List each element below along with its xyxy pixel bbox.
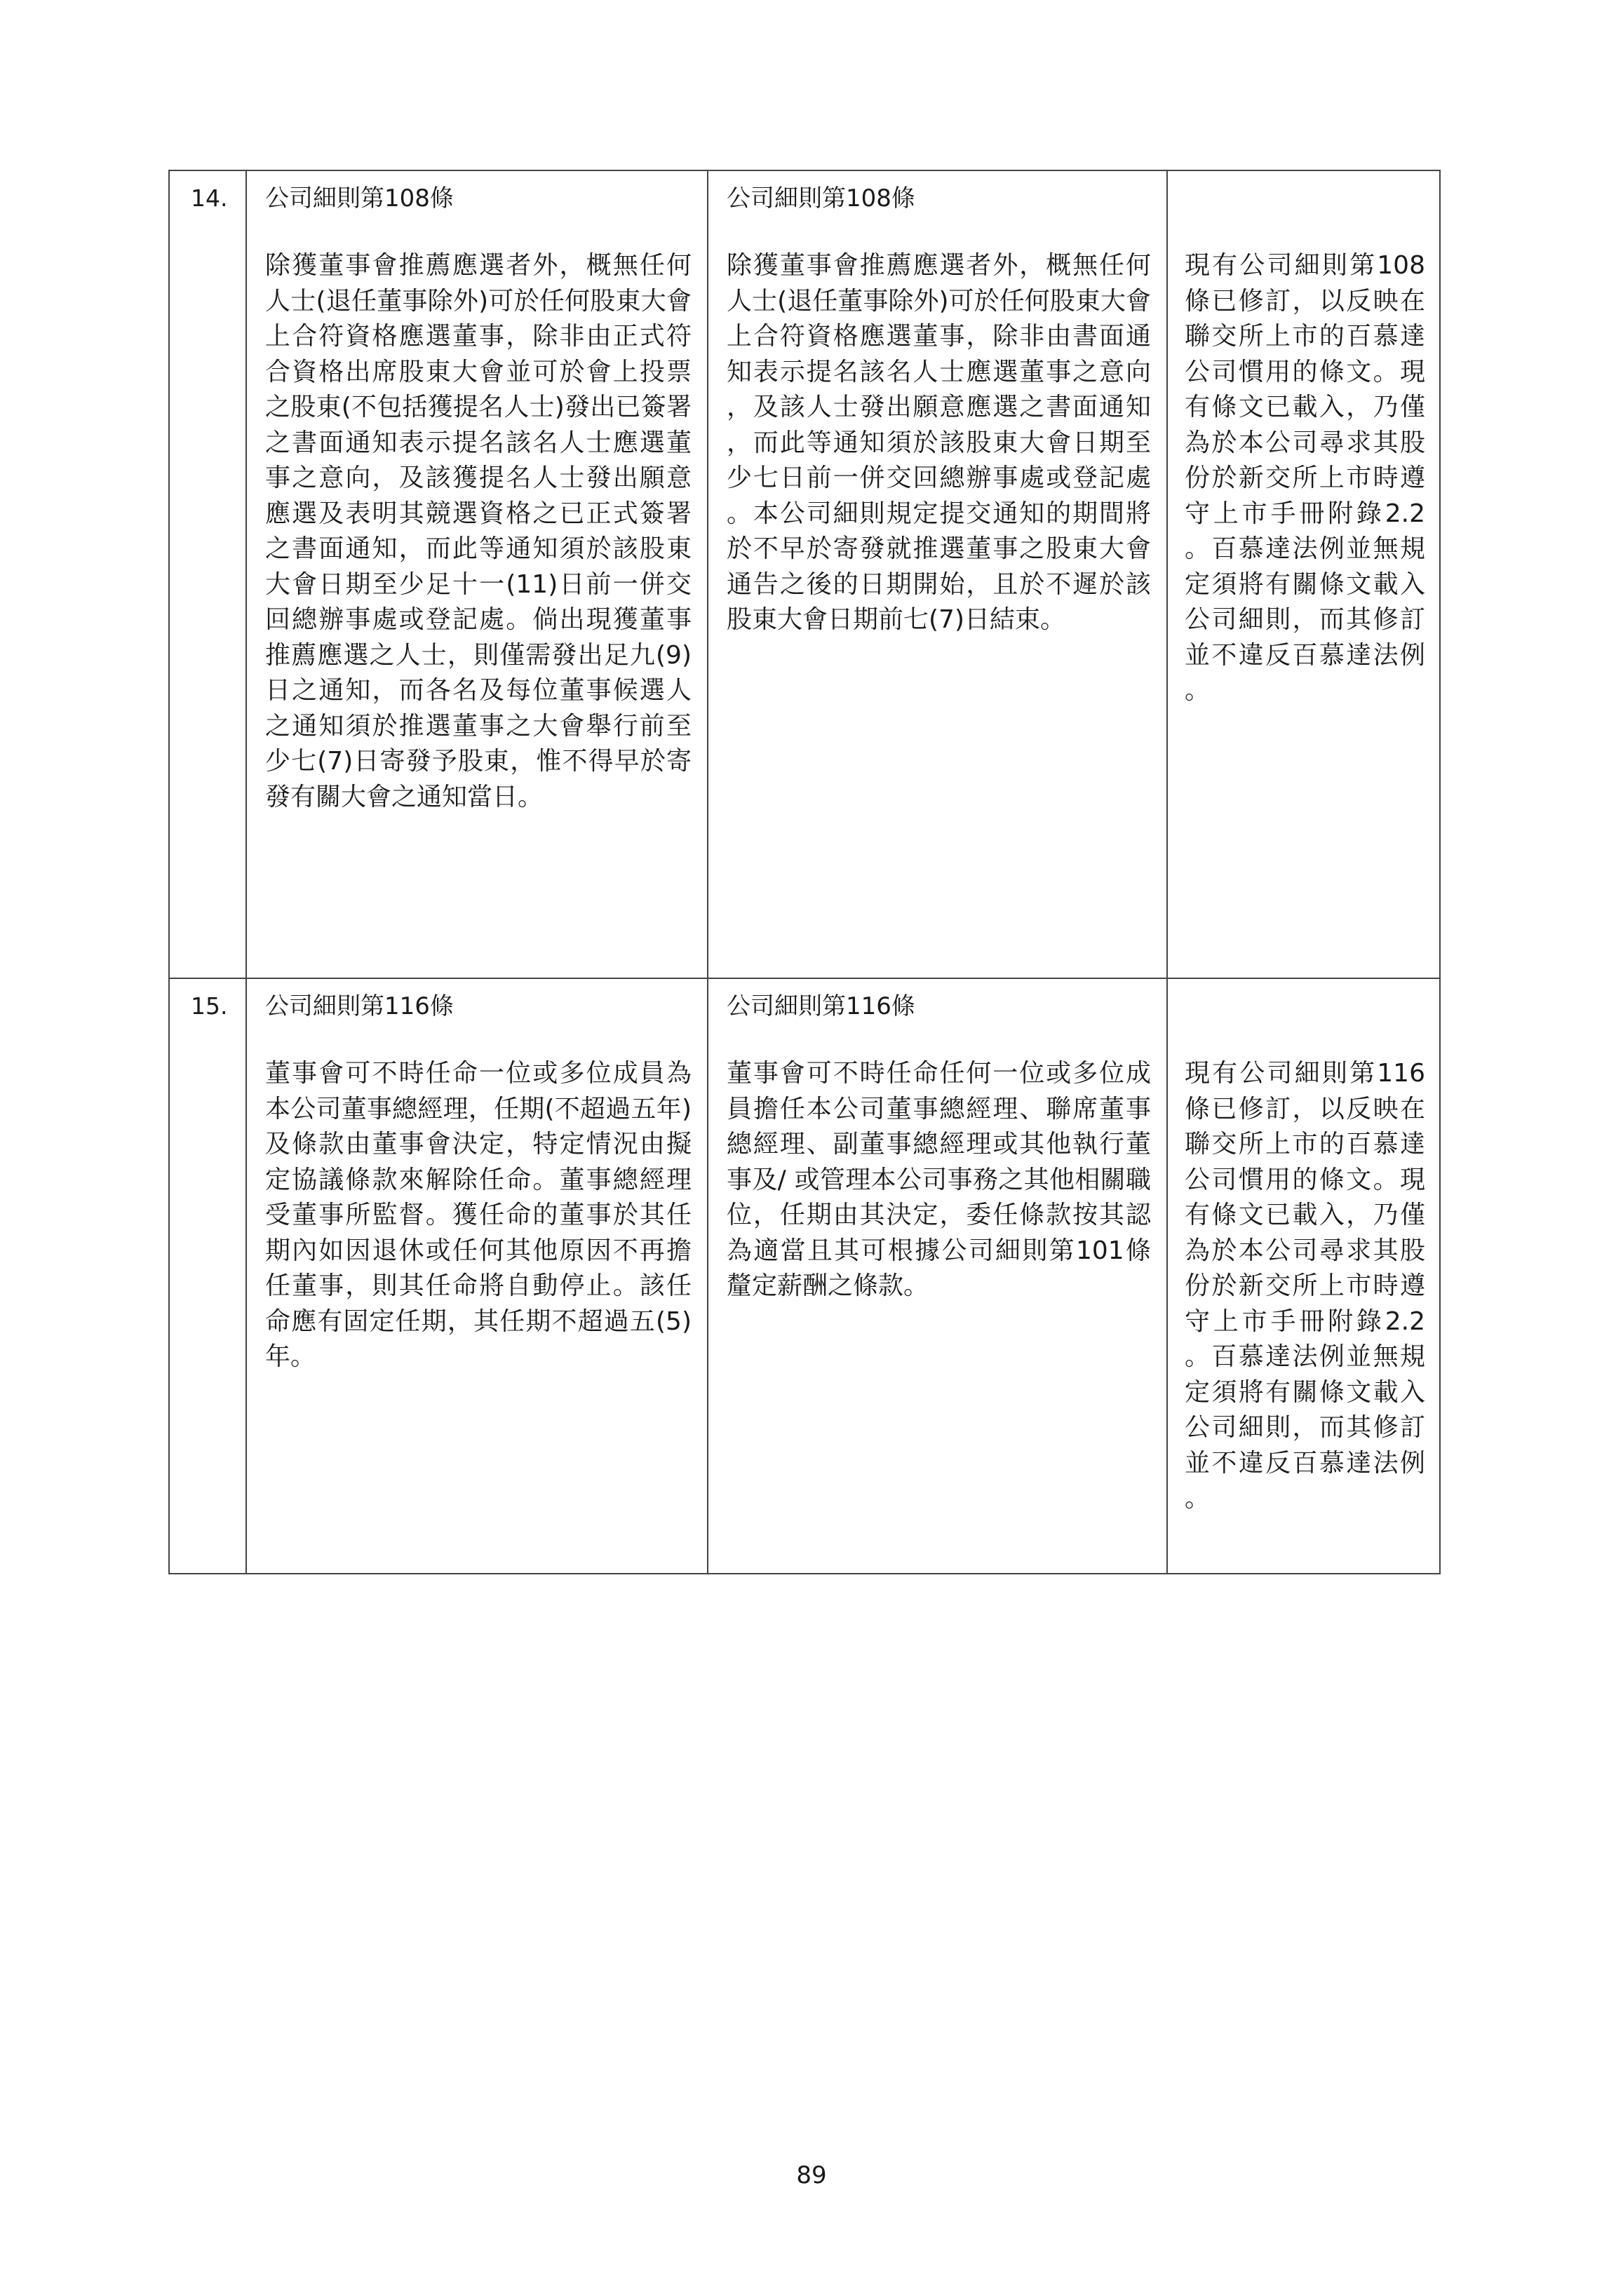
table-row [169, 170, 1440, 978]
row-number-cell [169, 170, 246, 978]
page-number: 89 [796, 2161, 827, 2189]
explanatory-note-cell [1167, 170, 1440, 978]
original-bye-law-text: 董事會可不時任命一位或多位成員為本公司董事總經理，任期(不超過五年)及條款由董事會決定，特定情況由擬定協議條款來解除任命。董事總經理受董事所監督。獲任命的董事於其任期內如因退休或任何其他原因不再擔任董事，則其任命將自動停止。該任命應有固定任期，其任期不超過五(5)年。 [265, 1059, 692, 1371]
amended-bye-law-text: 除獲董事會推薦應選者外，概無任何人士(退任董事除外)可於任何股東大會上合符資格應選董事，除非由書面通知表示提名該名人士應選董事之意向，及該人士發出願意應選之書面通知，而此等通知須於該股東大會日期至少七日前一併交回總辦事處或登記處。本公司細則規定提交通知的期間將於不早於寄發就推選董事之股東大會通告之後的日期開始，且於不遲於該股東大會日期前七(7)日結束。 [727, 251, 1151, 634]
original-bye-law-heading: 公司細則第116條 [265, 992, 454, 1020]
original-bye-law-cell [246, 170, 708, 978]
amendments-table [168, 170, 1441, 1574]
row-number-cell [169, 978, 246, 1574]
original-bye-law-cell [246, 978, 708, 1574]
amended-bye-law-cell [708, 978, 1167, 1574]
amended-bye-law-heading: 公司細則第116條 [727, 992, 915, 1020]
explanatory-note-cell [1167, 978, 1440, 1574]
table-row [169, 978, 1440, 1574]
original-bye-law-heading: 公司細則第108條 [265, 184, 454, 212]
amended-bye-law-heading: 公司細則第108條 [727, 184, 915, 212]
explanatory-note-text: 現有公司細則第116條已修訂，以反映在聯交所上市的百慕達公司慣用的條文。現有條文已載入，乃僅為於本公司尋求其股份於新交所上市時遵守上市手冊附錄2.2。百慕達法例並無規定須將有關條文載入公司細則，而其修訂並不違反百慕達法例。 [1185, 1059, 1425, 1513]
amended-bye-law-text: 董事會可不時任命任何一位或多位成員擔任本公司董事總經理、聯席董事總經理、副董事總經理或其他執行董事及/ 或管理本公司事務之其他相關職位，任期由其決定，委任條款按其認為適當且其可根據公司細則第101條釐定薪酬之條款。 [727, 1059, 1151, 1300]
explanatory-note-text: 現有公司細則第108條已修訂，以反映在聯交所上市的百慕達公司慣用的條文。現有條文已載入，乃僅為於本公司尋求其股份於新交所上市時遵守上市手冊附錄2.2。百慕達法例並無規定須將有關條文載入公司細則，而其修訂並不違反百慕達法例。 [1185, 251, 1425, 705]
row-number: 15. [191, 992, 228, 1020]
amended-bye-law-cell [708, 170, 1167, 978]
original-bye-law-text: 除獲董事會推薦應選者外，概無任何人士(退任董事除外)可於任何股東大會上合符資格應選董事，除非由正式符合資格出席股東大會並可於會上投票之股東(不包括獲提名人士)發出已簽署之書面通知表示提名該名人士應選董事之意向，及該獲提名人士發出願意應選及表明其競選資格之已正式簽署之書面通知，而此等通知須於該股東大會日期至少足十一(11)日前一併交回總辦事處或登記處。倘出現獲董事推薦應選之人士，則僅需發出足九(9)日之通知，而各名及每位董事候選人之通知須於推選董事之大會舉行前至少七(7)日寄發予股東，惟不得早於寄發有關大會之通知當日。 [265, 251, 692, 811]
row-number: 14. [191, 184, 228, 212]
